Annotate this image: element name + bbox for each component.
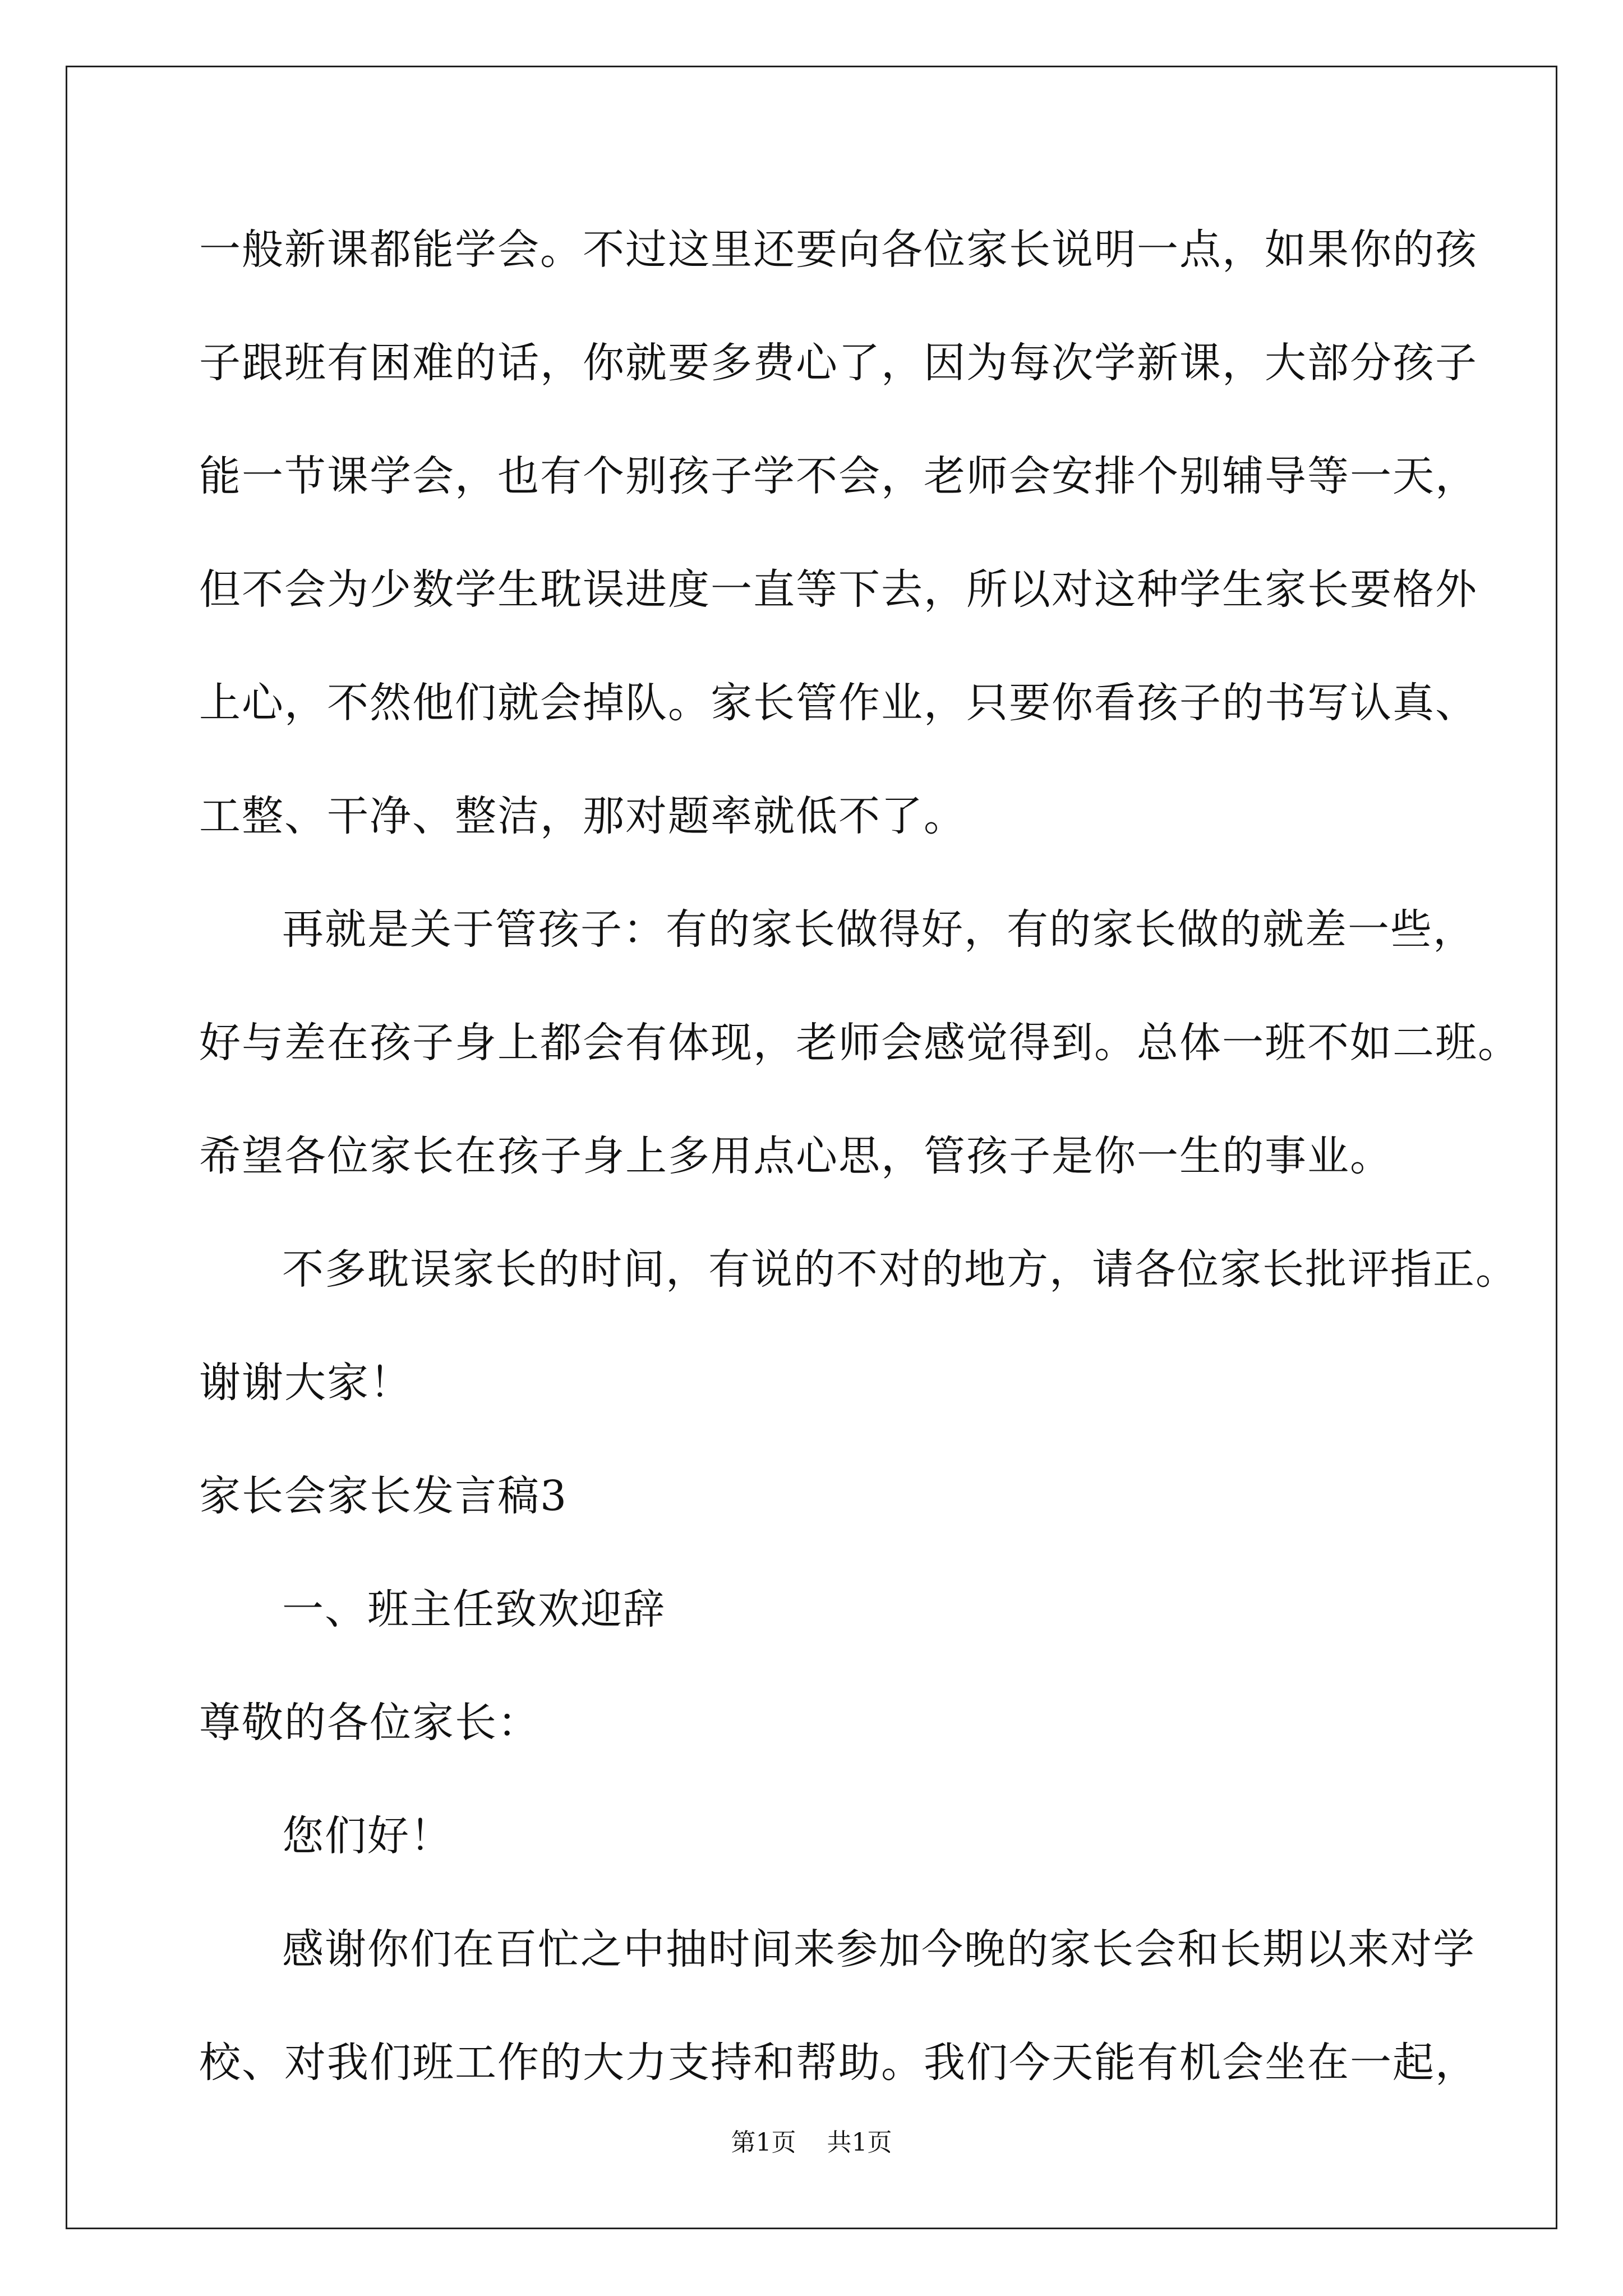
page-footer	[0, 2126, 1623, 2160]
text-line: 不多耽误家长的时间，有说的不对的地方，请各位家长批评指正。	[282, 1245, 1518, 1294]
page-total: 共1页	[827, 2128, 892, 2157]
text-line: 校、对我们班工作的大力支持和帮助。我们今天能有机会坐在一起，	[199, 2039, 1478, 2087]
text-line: 工整、干净、整洁，那对题率就低不了。	[199, 792, 966, 840]
text-line: 能一节课学会，也有个别孩子学不会，老师会安排个别辅导等一天，	[199, 452, 1478, 500]
subsection-heading: 一、班主任致欢迎辞	[282, 1585, 666, 1634]
text-line: 希望各位家长在孩子身上多用点心思，管孩子是你一生的事业。	[199, 1132, 1393, 1180]
text-line: 再就是关于管孩子：有的家长做得好，有的家长做的就差一些，	[282, 905, 1476, 954]
text-line: 子跟班有困难的话，你就要多费心了，因为每次学新课，大部分孩子	[199, 339, 1478, 387]
text-line: 谢谢大家！	[199, 1359, 412, 1407]
greeting: 您们好！	[282, 1812, 453, 1860]
text-line: 上心，不然他们就会掉队。家长管作业，只要你看孩子的书写认真、	[199, 679, 1478, 727]
page-number: 第1页	[731, 2128, 796, 2157]
text-line: 但不会为少数学生耽误进度一直等下去，所以对这种学生家长要格外	[199, 565, 1478, 614]
text-line: 好与差在孩子身上都会有体现，老师会感觉得到。总体一班不如二班。	[199, 1019, 1520, 1067]
text-line: 一般新课都能学会。不过这里还要向各位家长说明一点，如果你的孩	[199, 226, 1478, 274]
salutation: 尊敬的各位家长：	[199, 1699, 540, 1747]
section-title: 家长会家长发言稿3	[199, 1472, 568, 1520]
text-line: 感谢你们在百忙之中抽时间来参加今晚的家长会和长期以来对学	[282, 1925, 1476, 1973]
